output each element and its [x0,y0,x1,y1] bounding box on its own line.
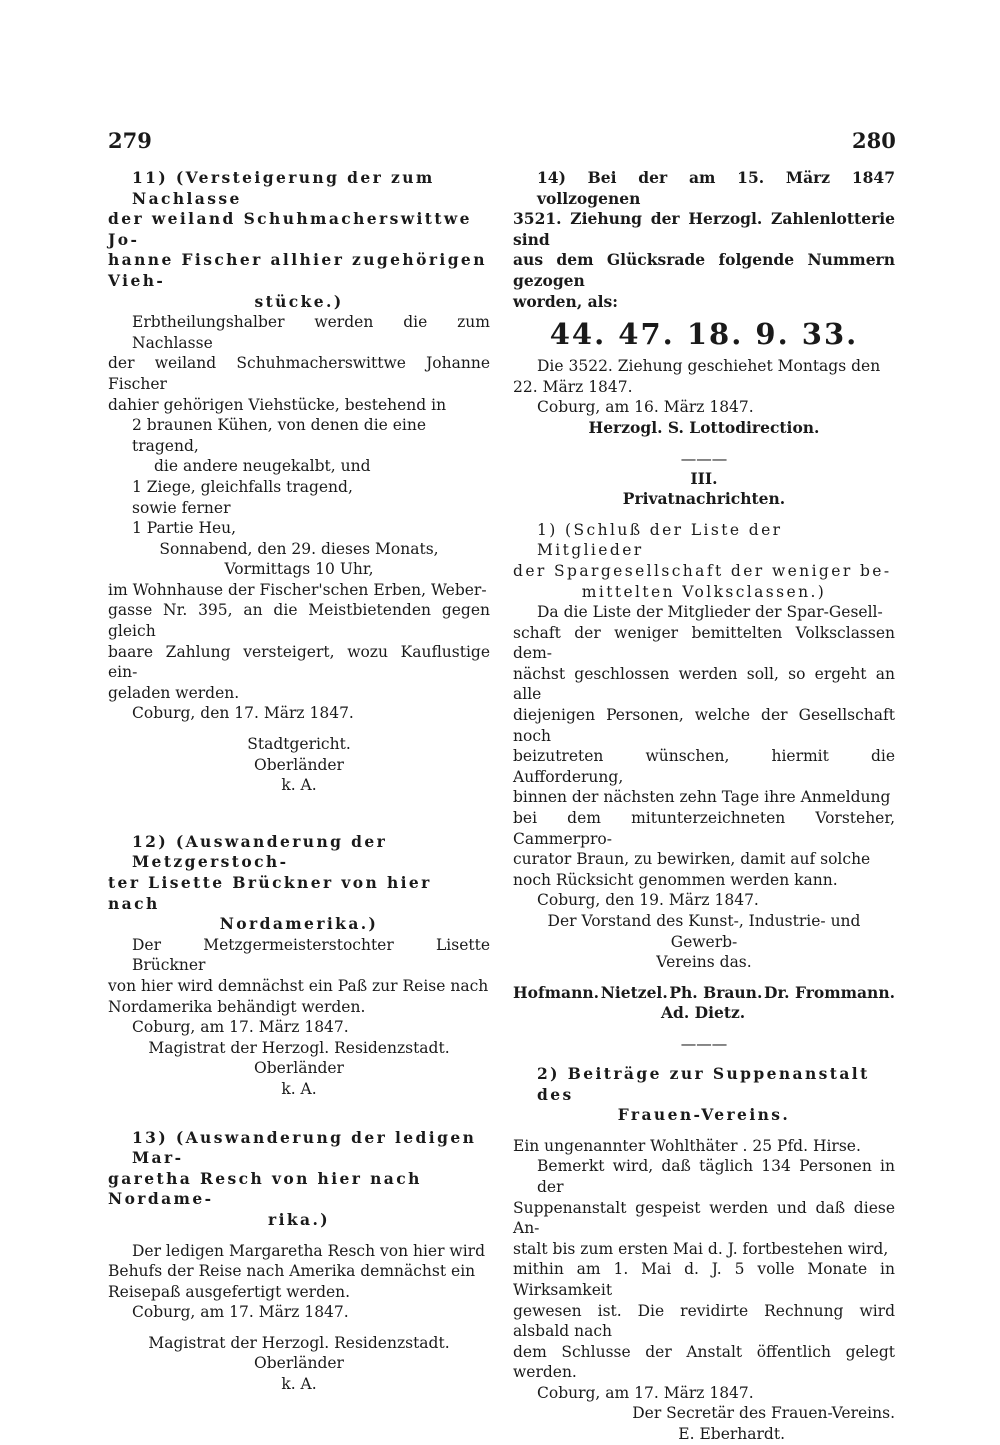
notice-13-place-date: Coburg, am 17. März 1847. [132,1303,349,1322]
notice-14-next-draw: Die 3522. Ziehung geschiehet Montags den 22. März 1847. [513,357,881,396]
notice-11-date: Sonnabend, den 29. dieses Monats, Vormittags 10 Uhr, [159,539,439,579]
private-notice-2 [513,1064,895,1445]
private-notice-1-board: Der Vorstand des Kunst-, Industrie- und Gewerb- Vereins das. [547,912,861,972]
notice-11-body: Erbtheilungshalber werden die zum Nachlasse der weiland Schuhmacherswittwe Johanne Fischer dahier gehörigen Viehstücke, bestehend in [108,313,490,414]
page-number-left: 279 [108,128,152,153]
notice-11-signature: Stadtgericht. Oberländer k. A. [247,735,351,795]
section-divider: ——— [680,449,728,468]
notice-11-heading: 11) (Versteigerung der zum Nachlasse der weiland Schuhmacherswittwe Jo- hanne Fischer allhier zugehörigen Vieh- stücke.) [108,168,487,311]
section-divider-2: ——— [680,1034,728,1053]
notice-14-body: 14) Bei der am 15. März 1847 vollzogenen 3521. Ziehung der Herzogl. Zahlenlotterie sind aus dem Glücksrade folgende Nummern gezogen worden, als: [513,168,895,311]
notice-13-heading: 13) (Auswanderung der ledigen Mar- garetha Resch von hier nach Nordame- rika.) [108,1127,477,1229]
notice-13-body: Der ledigen Margaretha Resch von hier wird Behufs der Reise nach Amerika demnächst ein Reisepaß ausgefertigt werden. [108,1241,485,1301]
notice-14-signature: Herzogl. S. Lottodirection. [588,417,820,437]
notice-12-place-date: Coburg, am 17. März 1847. [132,1018,349,1037]
notice-14-place-date: Coburg, am 16. März 1847. [537,398,754,417]
private-notice-1-signatory-2: Ad. Dietz. [661,1003,746,1023]
lottery-numbers: 44. 47. 18. 9. 33. [549,317,859,352]
notice-11-place-date: Coburg, den 17. März 1847. [132,704,354,723]
notice-11 [108,168,490,796]
private-notice-2-signature: Der Secretär des Frauen-Vereins. E. Eberhardt. [632,1404,895,1444]
private-notice-1-body: Da die Liste der Mitglieder der Spar-Gesell- schaft der weniger bemittelten Volksclassen dem- nächst geschlossen werden soll, so ergeht an alle diejenigen Personen, welche der Gesellschaft noch beizutreten wünschen, hiermit die Aufforderung, binnen der nächsten zehn Tage ihre Anmeldung bei dem mitunterzeichneten Vorsteher, Cammerpro- curator Braun, zu bewirken, damit auf solche noch Rücksicht genommen werden kann. [513,603,895,889]
notice-11-items: 2 braunen Kühen, von denen die eine tragend, die andere neugekalbt, und 1 Ziege, gleichfalls tragend, sowie ferner 1 Partie Heu, [132,416,427,538]
section-title: Privatnachrichten. [622,489,786,509]
private-notice-1-heading: 1) (Schluß der Liste der Mitglieder der Spargesellschaft der weniger be- mittelten Volksclassen.) [513,520,892,601]
notice-14 [513,168,895,439]
private-notice-1-place-date: Coburg, den 19. März 1847. [537,891,759,910]
private-notice-2-place-date: Coburg, am 17. März 1847. [537,1383,754,1402]
section-number: III. [690,468,718,488]
notice-12-heading: 12) (Auswanderung der Metzgerstoch- ter Lisette Brückner von hier nach Nordamerika.) [108,831,432,934]
page-number-right: 280 [852,128,896,153]
notice-12 [108,832,490,1100]
notice-12-body: Der Metzgermeisterstochter Lisette Brückner von hier wird demnächst ein Paß zur Reise nach Nordamerika behändigt werden. [108,935,490,1016]
notice-12-signature: Magistrat der Herzogl. Residenzstadt. Oberländer k. A. [148,1038,450,1098]
notice-11-tail: im Wohnhause der Fischer'schen Erben, Weber- gasse Nr. 395, an die Meistbietenden gegen gleich baare Zahlung versteigert, wozu Kauflustige ein- geladen werden. [108,580,490,702]
notice-13 [108,1128,490,1395]
left-column [108,168,490,1395]
private-notice-2-heading: 2) Beiträge zur Suppenanstalt des Frauen-Vereins. [537,1063,870,1125]
right-column [513,168,895,1445]
notice-13-signature: Magistrat der Herzogl. Residenzstadt. Oberländer k. A. [148,1333,450,1394]
private-notice-2-donation: Ein ungenannter Wohlthäter . 25 Pfd. Hirse. [513,1136,861,1155]
private-notice-1-signatories: Hofmann. Nietzel. Ph. Braun. Dr. Frommann. [513,982,895,1002]
private-notice-2-body: Bemerkt wird, daß täglich 134 Personen in der Suppenanstalt gespeist werden und daß diese An- stalt bis zum ersten Mai d. J. fortbestehen wird, mithin am 1. Mai d. J. 5 volle Monate in Wirksamkeit gewesen ist. Die revidirte Rechnung wird alsbald nach dem Schlusse der Anstalt öffentlich gelegt werden. [513,1157,895,1382]
private-notice-1 [513,520,895,1024]
